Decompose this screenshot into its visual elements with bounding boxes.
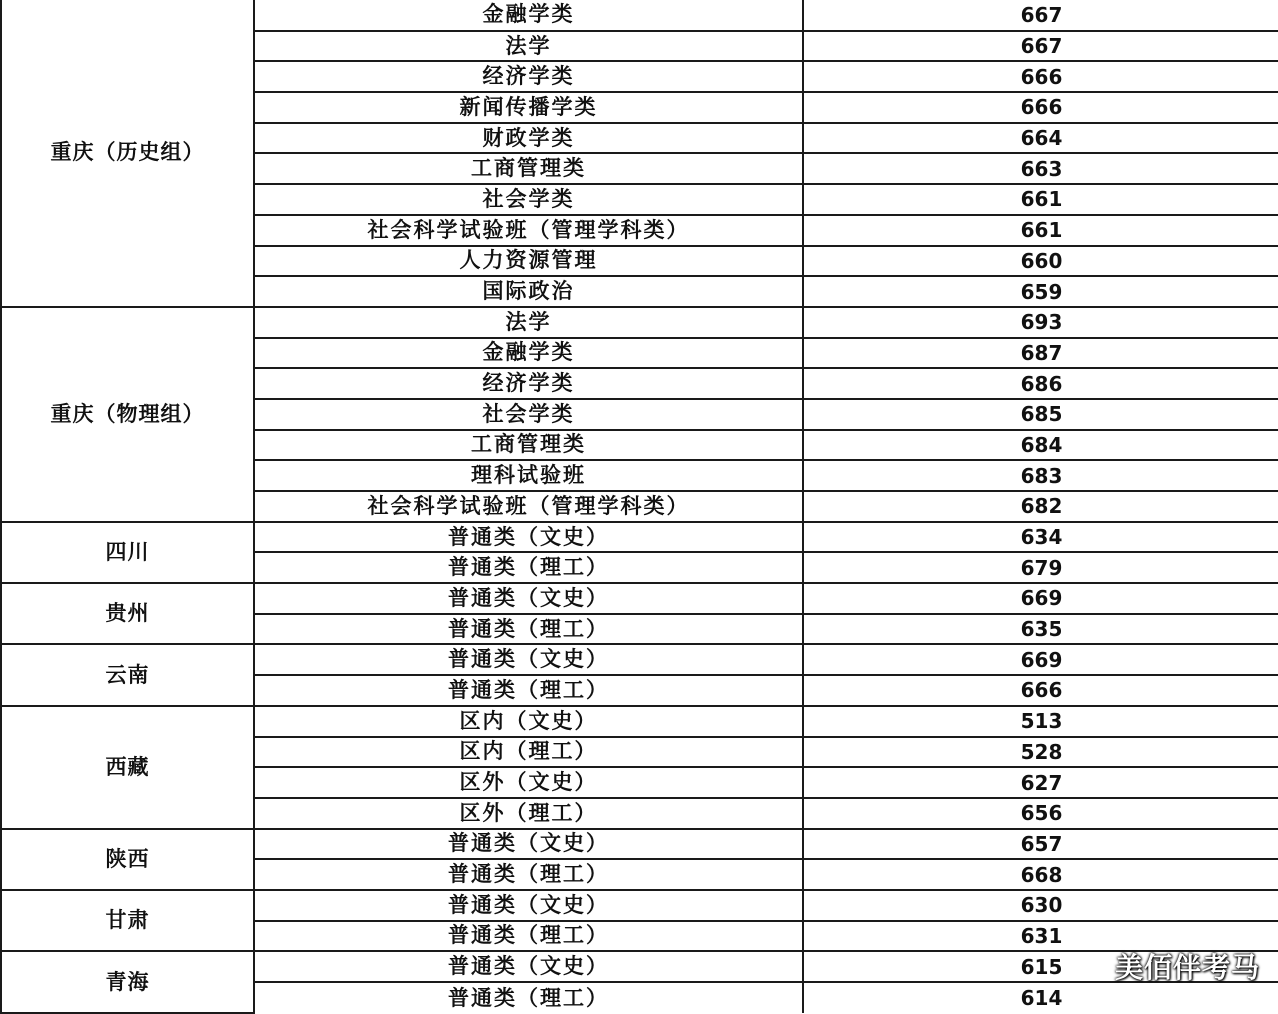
score-cell: 660 (803, 246, 1278, 277)
major-cell: 法学 (254, 31, 803, 62)
province-cell: 云南 (1, 644, 254, 705)
major-cell: 区外（文史） (254, 767, 803, 798)
score-cell: 627 (803, 767, 1278, 798)
major-cell: 普通类（文史） (254, 890, 803, 921)
score-cell: 659 (803, 276, 1278, 307)
table-row (1, 0, 1278, 31)
watermark-text: 美佰伴考马 (1114, 951, 1260, 984)
major-cell: 工商管理类 (254, 430, 803, 461)
table-row (1, 890, 1278, 921)
score-cell: 667 (803, 31, 1278, 62)
score-cell: 669 (803, 583, 1278, 614)
province-cell: 青海 (1, 951, 254, 1013)
score-cell: 686 (803, 368, 1278, 399)
major-cell: 法学 (254, 307, 803, 338)
major-cell: 社会科学试验班（管理学科类） (254, 215, 803, 246)
score-cell: 615 (803, 951, 1278, 982)
score-cell: 663 (803, 153, 1278, 184)
major-cell: 新闻传播学类 (254, 92, 803, 123)
province-cell: 贵州 (1, 583, 254, 644)
score-cell: 666 (803, 92, 1278, 123)
major-cell: 国际政治 (254, 276, 803, 307)
major-cell: 普通类（文史） (254, 951, 803, 982)
major-cell: 普通类（理工） (254, 614, 803, 645)
province-cell: 重庆（历史组） (1, 0, 254, 307)
score-cell: 687 (803, 338, 1278, 369)
major-cell: 社会学类 (254, 399, 803, 430)
major-cell: 普通类（文史） (254, 829, 803, 860)
major-cell: 普通类（文史） (254, 522, 803, 553)
score-cell: 528 (803, 737, 1278, 768)
major-cell: 社会学类 (254, 184, 803, 215)
province-cell: 甘肃 (1, 890, 254, 951)
score-cell: 669 (803, 644, 1278, 675)
score-cell: 614 (803, 982, 1278, 1013)
major-cell: 普通类（理工） (254, 675, 803, 706)
table-row (1, 829, 1278, 860)
score-cell: 685 (803, 399, 1278, 430)
score-cell: 693 (803, 307, 1278, 338)
table-body (1, 0, 1278, 1013)
major-cell: 经济学类 (254, 368, 803, 399)
major-cell: 普通类（理工） (254, 859, 803, 890)
table-row (1, 706, 1278, 737)
major-cell: 普通类（文史） (254, 644, 803, 675)
score-cell: 631 (803, 921, 1278, 952)
province-cell: 陕西 (1, 829, 254, 890)
major-cell: 经济学类 (254, 61, 803, 92)
score-cell: 684 (803, 430, 1278, 461)
score-cell: 661 (803, 184, 1278, 215)
score-cell: 666 (803, 61, 1278, 92)
score-cell: 630 (803, 890, 1278, 921)
table-row (1, 951, 1278, 982)
table-row (1, 522, 1278, 553)
province-cell: 西藏 (1, 706, 254, 829)
major-cell: 普通类（理工） (254, 552, 803, 583)
major-cell: 普通类（文史） (254, 583, 803, 614)
major-cell: 财政学类 (254, 123, 803, 154)
table-row (1, 644, 1278, 675)
major-cell: 社会科学试验班（管理学科类） (254, 491, 803, 522)
score-cell: 682 (803, 491, 1278, 522)
score-cell: 657 (803, 829, 1278, 860)
score-cell: 513 (803, 706, 1278, 737)
score-cell: 679 (803, 552, 1278, 583)
score-cell: 668 (803, 859, 1278, 890)
major-cell: 区内（文史） (254, 706, 803, 737)
province-cell: 重庆（物理组） (1, 307, 254, 522)
major-cell: 理科试验班 (254, 460, 803, 491)
table-row (1, 583, 1278, 614)
score-cell: 666 (803, 675, 1278, 706)
score-cell: 667 (803, 0, 1278, 31)
major-cell: 普通类（理工） (254, 982, 803, 1013)
province-cell: 四川 (1, 522, 254, 583)
score-cell: 664 (803, 123, 1278, 154)
major-cell: 工商管理类 (254, 153, 803, 184)
score-cell: 683 (803, 460, 1278, 491)
major-cell: 金融学类 (254, 338, 803, 369)
major-cell: 普通类（理工） (254, 921, 803, 952)
score-cell: 656 (803, 798, 1278, 829)
major-cell: 区外（理工） (254, 798, 803, 829)
major-cell: 金融学类 (254, 0, 803, 31)
score-cell: 634 (803, 522, 1278, 553)
major-cell: 人力资源管理 (254, 246, 803, 277)
score-cell: 661 (803, 215, 1278, 246)
major-cell: 区内（理工） (254, 737, 803, 768)
table-row (1, 307, 1278, 338)
score-cell: 635 (803, 614, 1278, 645)
